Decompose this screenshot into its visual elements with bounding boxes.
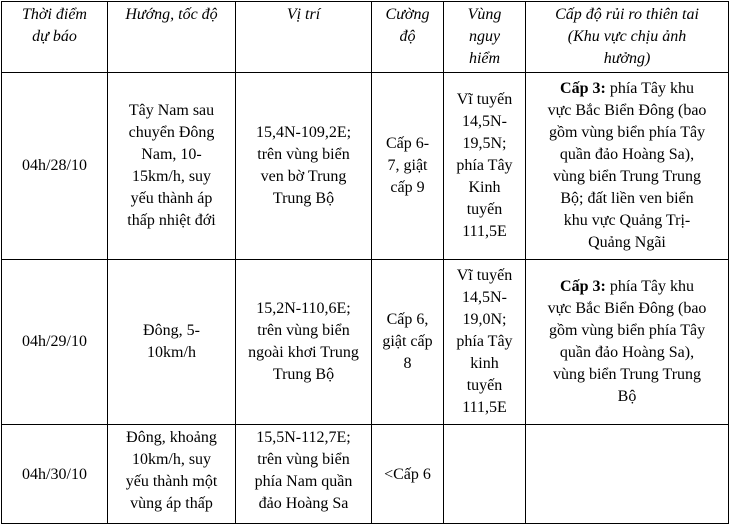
table-row xyxy=(2,73,729,260)
forecast-table xyxy=(1,1,729,524)
cell-line: cấp 9 xyxy=(390,179,425,196)
cell-line: nguy xyxy=(468,28,501,45)
cell-line xyxy=(531,122,723,144)
cell-line: Cấp 6- xyxy=(385,135,430,152)
header-risk xyxy=(526,2,729,73)
risk-text: Quảng Ngãi xyxy=(588,234,666,251)
cell-line: Trung Bộ xyxy=(272,366,335,383)
cell-line: 15km/h, suy xyxy=(131,168,212,185)
cell-line: 19,5N; xyxy=(462,135,507,152)
cell-line xyxy=(531,232,723,254)
cell-line: phía Nam quần xyxy=(254,473,353,490)
risk-text: phía Tây khu xyxy=(605,80,694,97)
cell-risk xyxy=(526,73,729,260)
cell-time: 04h/30/10 xyxy=(2,425,108,524)
cell-line: hưởng) xyxy=(603,50,651,67)
cell-time: 04h/29/10 xyxy=(2,260,108,425)
risk-text: vực Bắc Biển Đông (bao xyxy=(547,300,707,317)
cell-line: Cường xyxy=(385,6,430,23)
cell-line xyxy=(531,320,723,342)
cell-line: trên vùng biển xyxy=(257,322,350,339)
cell-direction xyxy=(108,260,236,425)
cell-line: Kinh xyxy=(468,179,501,196)
cell-line: ven bờ Trung xyxy=(260,168,347,185)
cell-line: Đông, khoảng xyxy=(126,429,217,446)
cell-line: <Cấp 6 xyxy=(384,466,431,483)
risk-text: Bộ; đất liền ven biển xyxy=(560,190,694,207)
header-time xyxy=(2,2,108,73)
cell-line: hiểm xyxy=(468,50,501,67)
cell-line: chuyển Đông xyxy=(128,124,215,141)
cell-line xyxy=(531,342,723,364)
cell-line: 10km/h xyxy=(147,344,196,361)
cell-line: vùng áp thấp xyxy=(130,495,213,512)
cell-line: 19,0N; xyxy=(462,311,507,328)
header-position xyxy=(236,2,372,73)
risk-text: gồm vùng biển phía Tây xyxy=(548,322,706,339)
cell-line: phía Tây xyxy=(456,333,513,350)
cell-line xyxy=(531,188,723,210)
cell-direction xyxy=(108,425,236,524)
cell-line xyxy=(531,144,723,166)
cell-line xyxy=(531,298,723,320)
header-direction xyxy=(108,2,236,73)
cell-direction xyxy=(108,73,236,260)
cell-line: Hướng, tốc độ xyxy=(125,6,218,23)
cell-line: yếu thành một xyxy=(125,473,218,490)
cell-line: yếu thành áp xyxy=(130,190,213,207)
cell-risk xyxy=(526,425,729,524)
risk-text: gồm vùng biển phía Tây xyxy=(548,124,706,141)
header-danger-zone xyxy=(444,2,526,73)
cell-line: 15,4N-109,2E; xyxy=(255,124,352,141)
cell-line xyxy=(531,364,723,386)
header-row xyxy=(2,2,729,73)
cell-line: phía Tây xyxy=(456,157,513,174)
cell-line: dự báo xyxy=(32,28,77,45)
cell-position xyxy=(236,260,372,425)
cell-position xyxy=(236,73,372,260)
cell-time: 04h/28/10 xyxy=(2,73,108,260)
cell-line: 111,5E xyxy=(462,399,507,416)
cell-line: 10km/h, suy xyxy=(131,451,212,468)
cell-line: Vĩ tuyến xyxy=(456,267,513,284)
cell-line: Trung Bộ xyxy=(272,190,335,207)
cell-danger-zone xyxy=(444,425,526,524)
cell-line xyxy=(531,386,723,408)
cell-line: Vĩ tuyến xyxy=(456,91,513,108)
cell-line: 15,2N-110,6E; xyxy=(256,300,351,317)
cell-line: tuyến xyxy=(466,377,503,394)
risk-text: khu vực Quảng Trị- xyxy=(563,212,691,229)
cell-intensity xyxy=(372,260,444,425)
cell-line: Cấp độ rủi ro thiên tai xyxy=(555,6,699,23)
cell-line: thấp nhiệt đới xyxy=(127,212,216,229)
cell-line xyxy=(531,166,723,188)
table-row xyxy=(2,260,729,425)
cell-line: độ xyxy=(399,28,416,45)
cell-danger-zone xyxy=(444,260,526,425)
risk-text: phía Tây khu xyxy=(605,278,694,295)
cell-intensity xyxy=(372,425,444,524)
cell-line: ngoài khơi Trung xyxy=(248,344,359,361)
cell-intensity xyxy=(372,73,444,260)
cell-line: đảo Hoàng Sa xyxy=(258,495,349,512)
cell-line: Nam, 10- xyxy=(141,146,202,163)
cell-line: Vị trí xyxy=(286,6,321,23)
cell-line: kinh xyxy=(470,355,499,372)
cell-line: 7, giật xyxy=(387,157,428,174)
cell-line: Đông, 5- xyxy=(143,322,200,339)
cell-position xyxy=(236,425,372,524)
cell-line: giật cấp xyxy=(382,333,433,350)
cell-line xyxy=(531,210,723,232)
cell-line: tuyến xyxy=(466,201,503,218)
cell-line: 14,5N- xyxy=(462,113,507,130)
risk-level: Cấp 3: xyxy=(560,80,606,97)
risk-level: Cấp 3: xyxy=(560,278,606,295)
cell-line: Vùng xyxy=(467,6,502,23)
cell-line: Tây Nam sau xyxy=(128,102,215,119)
cell-line: 14,5N- xyxy=(462,289,507,306)
cell-line: 8 xyxy=(403,355,412,372)
cell-line xyxy=(531,100,723,122)
cell-line: trên vùng biển xyxy=(257,146,350,163)
risk-text: quần đảo Hoàng Sa), xyxy=(559,344,695,361)
cell-line: Cấp 6, xyxy=(386,311,429,328)
cell-danger-zone xyxy=(444,73,526,260)
table-row xyxy=(2,425,729,524)
risk-text: quần đảo Hoàng Sa), xyxy=(559,146,695,163)
risk-text: vùng biển Trung Trung xyxy=(552,366,702,383)
cell-risk xyxy=(526,260,729,425)
header-intensity xyxy=(372,2,444,73)
risk-text: vực Bắc Biển Đông (bao xyxy=(547,102,707,119)
risk-text: Bộ xyxy=(617,388,637,405)
cell-line: trên vùng biển xyxy=(257,451,350,468)
cell-line xyxy=(531,276,723,298)
cell-line: (Khu vực chịu ảnh xyxy=(567,28,687,45)
cell-line: 111,5E xyxy=(462,223,507,240)
cell-line xyxy=(531,78,723,100)
cell-line: Thời điểm xyxy=(22,6,87,23)
cell-line: 15,5N-112,7E; xyxy=(256,429,351,446)
risk-text: vùng biển Trung Trung xyxy=(552,168,702,185)
